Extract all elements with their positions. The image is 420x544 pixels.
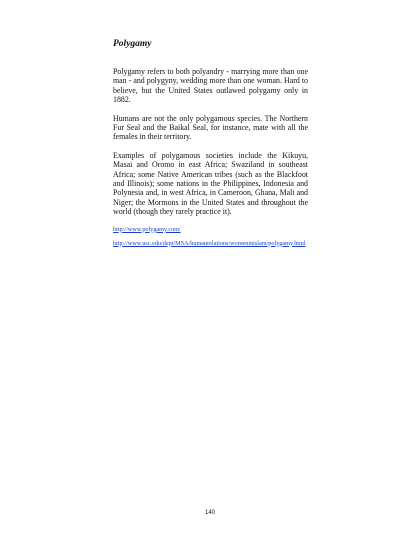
reference-link-usc[interactable]: http://www.usc.edu/dept/MSA/humanrelations/womeninislam/polygamy.html [113,239,306,247]
section-title: Polygamy [113,39,152,49]
paragraph-definition: Polygamy refers to both polyandry - marrying more than one man - and polygyny, wedding more than one woman. Hard to believe, but the United States outlawed polygamy only in 1882. [113,67,308,105]
paragraph-examples: Examples of polygamous societies include the Kikuyu, Masai and Oromo in east Africa; Swaziland in southeast Africa; some Native American tribes (such as the Blackfoot and Illinois); some nations in the Philippines, Indonesia and Polynesia and, in west Africa, in Cameroon, Ghana, Mali and Niger; the Mormons in the United States and throughout the world (though they rarely practice it). [113,150,308,217]
paragraph-species: Humans are not the only polygamous species. The Northern Fur Seal and the Baikal Seal, for instance, mate with all the females in their territory. [113,113,308,142]
page-number: 140 [204,510,215,516]
page-content [113,38,308,254]
reference-link-polygamy[interactable]: http://www.polygamy.com/ [113,225,181,233]
